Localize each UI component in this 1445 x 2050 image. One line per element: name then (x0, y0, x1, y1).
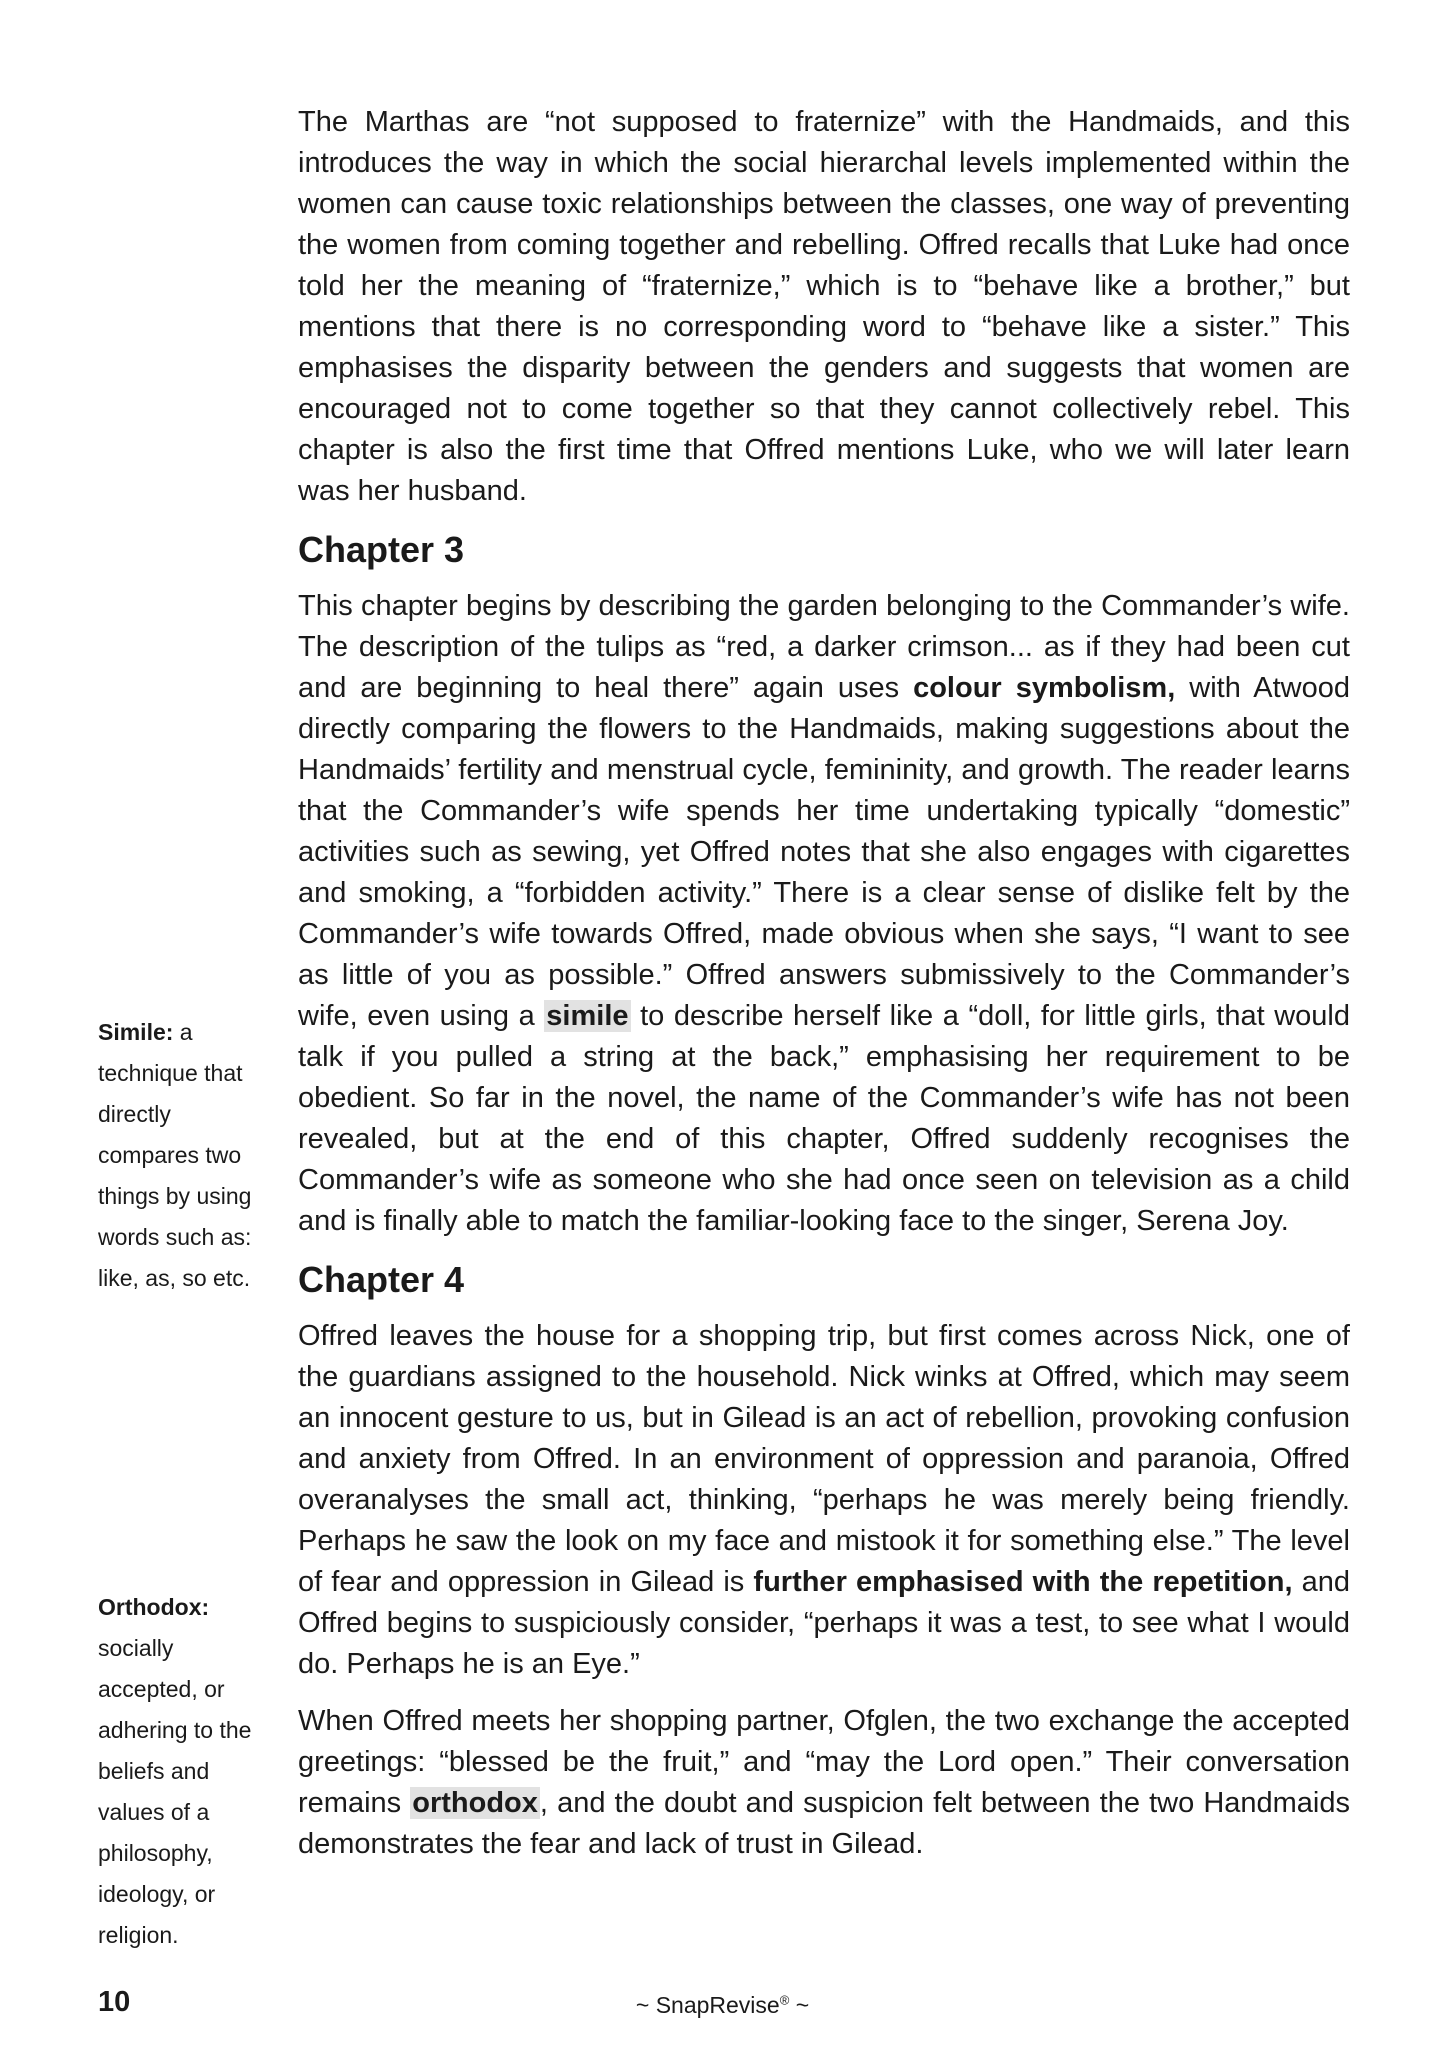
simile-highlight: simile (546, 1000, 629, 1032)
chapter-4-paragraph-1 (298, 1316, 1350, 1685)
chapter-4-text-1: Offred leaves the house for a shopping trip, but first comes across Nick, one of the guardians assigned to the household. Nick winks at Offred, which may seem an innocent gesture to us, but in Gilead is an act of rebellion, provoking confusion and anxiety from Offred. In an environment of oppression and paranoia, Offred overanalyses the small act, thinking, “perhaps he was merely being friendly. Perhaps he saw the look on my face and mistook it for something else.” The level of fear and oppression in Gilead is (298, 1320, 1350, 1598)
main-text-column (298, 102, 1350, 1881)
orthodox-definition: socially accepted, or adhering to the beliefs and values of a philosophy, ideology, or religion. (98, 1635, 252, 1948)
page-number: 10 (98, 1986, 131, 2018)
footer-tilde-right: ~ (789, 1992, 810, 2018)
chapter-3-heading: Chapter 3 (298, 529, 465, 570)
chapter-3-paragraph (298, 586, 1350, 1242)
intro-text: The Marthas are “not supposed to fraternize” with the Handmaids, and this introduces the way in which the social hierarchal levels implemented within the women can cause toxic relationships between the classes, one way of preventing the women from coming together and rebelling. Offred recalls that Luke had once told her the meaning of “fraternize,” which is to “behave like a brother,” but mentions that there is no corresponding word to “behave like a sister.” This emphasises the disparity between the genders and suggests that women are encouraged not to come together so that they cannot collectively rebel. This chapter is also the first time that Offred mentions Luke, who we will later learn was her husband. (298, 106, 1350, 507)
chapter-4-text-2: and Offred begins to suspiciously consider, “perhaps it was a test, to see what I would do. Perhaps he is an Eye.” (298, 1566, 1350, 1680)
chapter-4-text-4: , and the doubt and suspicion felt between the two Handmaids demonstrates the fear and lack of trust in Gilead. (298, 1787, 1350, 1860)
orthodox-highlight: orthodox (412, 1787, 538, 1819)
colour-symbolism-emphasis: colour symbolism, (913, 672, 1176, 704)
brand-name: SnapRevise (655, 1992, 780, 2018)
orthodox-term: Orthodox: (98, 1594, 210, 1620)
chapter-3-text-2: with Atwood directly comparing the flowers to the Handmaids, making suggestions about the Handmaids’ fertility and menstrual cycle, femininity, and growth. The reader learns that the Commander’s wife spends her time undertaking typically “domestic” activities such as sewing, yet Offred notes that she also engages with cigarettes and smoking, a “forbidden activity.” There is a clear sense of dislike felt by the Commander’s wife towards Offred, made obvious when she says, “I want to see as little of you as possible.” Offred answers submissively to the Commander’s wife, even using a (298, 672, 1350, 1032)
intro-paragraph (298, 102, 1350, 512)
chapter-4-paragraph-2 (298, 1701, 1350, 1865)
chapter-4-heading: Chapter 4 (298, 1259, 465, 1300)
orthodox-definition-note (98, 1587, 278, 1956)
repetition-emphasis: further emphasised with the repetition, (753, 1566, 1293, 1598)
simile-definition-note (98, 1012, 278, 1299)
simile-term: Simile: (98, 1019, 174, 1045)
footer-brand (0, 1992, 1445, 2019)
chapter-4-text-3: When Offred meets her shopping partner, Ofglen, the two exchange the accepted greetings: “blessed be the fruit,” and “may the Lord open.” Their conversation remains (298, 1705, 1350, 1819)
footer-tilde-left: ~ (635, 1992, 656, 2018)
simile-definition: a technique that directly compares two things by using words such as: like, as, so etc. (98, 1019, 252, 1291)
chapter-3-text-3: to describe herself like a “doll, for little girls, that would talk if you pulled a string at the back,” emphasising her requirement to be obedient. So far in the novel, the name of the Commander’s wife has not been revealed, but at the end of this chapter, Offred suddenly recognises the Commander’s wife as someone who she had once seen on television as a child and is finally able to match the familiar-looking face to the singer, Serena Joy. (298, 1000, 1350, 1237)
registered-mark: ® (779, 1992, 790, 2008)
chapter-3-text-1: This chapter begins by describing the garden belonging to the Commander’s wife. The description of the tulips as “red, a darker crimson... as if they had been cut and are beginning to heal there” again uses (298, 590, 1350, 704)
